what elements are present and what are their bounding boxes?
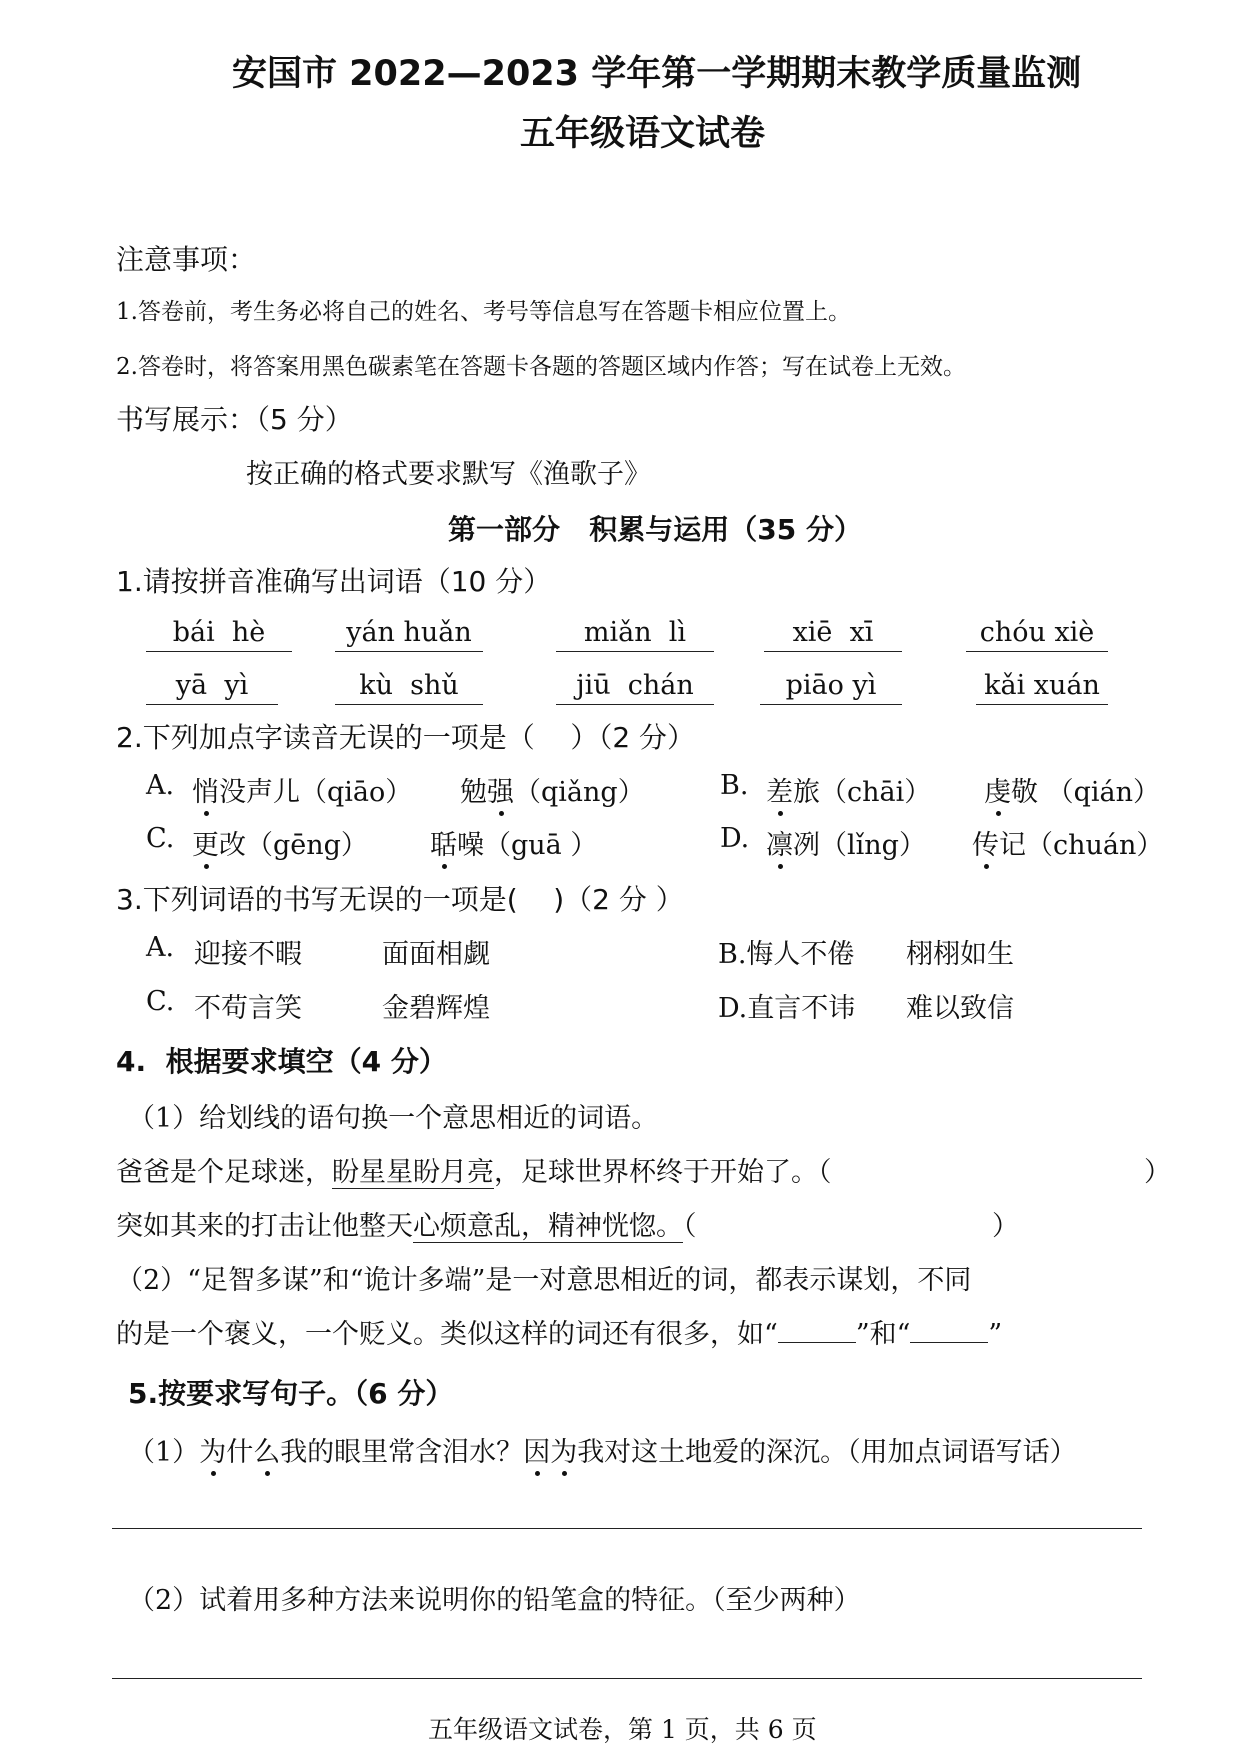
q2-a2-pre: 勉 [460, 777, 487, 808]
exam-title: 安国市 2022—2023 学年第一学期期末教学质量监测 [232, 54, 1082, 94]
q2-option-b-2 [984, 770, 1160, 809]
q4-sub2-end: ” [988, 1319, 1003, 1350]
q3-option-c-1: 不苟言笑 [194, 993, 302, 1024]
notice-item-1: 1.答卷前，考生务必将自己的姓名、考号等信息写在答题卡相应位置上。 [116, 299, 851, 325]
q2-option-c-1 [192, 823, 368, 862]
notice-item-2: 2.答卷时，将答案用黑色碳素笔在答题卡各题的答题区域内作答；写在试卷上无效。 [116, 354, 966, 380]
q2-option-d-2 [972, 823, 1163, 862]
dotted-char: 因 [523, 1437, 551, 1468]
answer-line[interactable] [112, 1528, 1142, 1529]
q4-s2-answer-close: ） [992, 1211, 1019, 1242]
q4-s2-pre: 突如其来的打击让他整天 [116, 1211, 413, 1242]
pinyin-item: miǎn lì [556, 617, 714, 652]
q2-title: 2.下列加点字读音无误的一项是（ ）（2 分） [116, 721, 696, 754]
q4-s1-answer-close: ） [1144, 1157, 1171, 1188]
dotted-char: 悄 [192, 777, 219, 808]
q2-option-a-1 [192, 770, 412, 809]
q1-title: 1.请按拼音准确写出词语（10 分） [116, 565, 552, 598]
dotted-char: 传 [972, 830, 999, 861]
q4-s1-post: ，足球世界杯终于开始了。（ [494, 1157, 832, 1188]
q4-title: 4. 根据要求填空（4 分） [116, 1045, 447, 1078]
q5-sub1-text: 我对这土地爱的深沉。（用加点词语写话） [577, 1437, 1077, 1468]
pinyin-item: kǎi xuán [976, 670, 1108, 705]
q3-option-d-2: 难以致信 [906, 993, 1014, 1024]
pinyin-item: piāo yì [760, 670, 902, 705]
q2-option-b-label: B. [720, 770, 749, 801]
part1-heading: 第一部分 积累与运用（35 分） [448, 513, 862, 546]
pinyin-item: jiū chán [556, 670, 714, 705]
q4-sub1-instruction: （1）给划线的语句换一个意思相近的词语。 [128, 1103, 659, 1134]
pinyin-item: kù shǔ [335, 670, 483, 705]
q4-s2-post: （ [683, 1211, 697, 1242]
q3-option-b-1: B.悔人不倦 [718, 939, 855, 970]
writing-instruction: 按正确的格式要求默写《渔歌子》 [246, 459, 651, 490]
q4-s2-underlined: 心烦意乱，精神恍惚。 [413, 1211, 683, 1242]
q2-b1-rest: 旅（chāi） [793, 777, 932, 808]
pinyin-item: xiē xī [764, 617, 902, 652]
dotted-char: 虔 [984, 777, 1011, 808]
answer-line[interactable] [112, 1678, 1142, 1679]
pinyin-item: yán huǎn [335, 617, 483, 652]
q4-sentence-2 [116, 1204, 697, 1243]
q4-sub2-line1: （2）“足智多谋”和“诡计多端”是一对意思相近的词，都表示谋划，不同 [116, 1265, 972, 1296]
pinyin-item: yā yì [146, 670, 278, 705]
q2-c2-rest: 噪（guā ） [457, 830, 598, 861]
q5-sub1-text: 我的眼里常含泪水？ [280, 1437, 524, 1468]
q2-option-a-label: A. [146, 770, 175, 801]
q5-sub1-number: （1） [128, 1437, 200, 1468]
q2-option-c-label: C. [146, 823, 175, 854]
q2-a2-rest: （qiǎng） [514, 777, 645, 808]
dotted-char: 为 [550, 1437, 578, 1468]
notice-heading: 注意事项： [116, 243, 257, 276]
dotted-char: 更 [192, 830, 219, 861]
q3-option-a-1: 迎接不暇 [194, 939, 302, 970]
pinyin-item: chóu xiè [966, 617, 1108, 652]
q2-option-c-2 [430, 823, 597, 862]
q3-option-b-2: 栩栩如生 [906, 939, 1014, 970]
q2-a1-rest: 没声儿（qiāo） [219, 777, 413, 808]
q3-option-c-label: C. [146, 986, 175, 1017]
q4-sentence-1 [116, 1150, 832, 1189]
answer-blank[interactable] [778, 1320, 856, 1343]
dotted-char: 聒 [430, 830, 457, 861]
q3-option-a-2: 面面相觑 [382, 939, 490, 970]
q5-sub1 [128, 1430, 1077, 1469]
dotted-char: 为 [199, 1437, 227, 1468]
q2-d2-rest: 记（chuán） [999, 830, 1164, 861]
q4-sub2-text: 的是一个褒义，一个贬义。类似这样的词还有很多，如“ [116, 1319, 778, 1350]
answer-blank[interactable] [910, 1320, 988, 1343]
q3-option-d-1: D.直言不讳 [718, 993, 856, 1024]
q2-option-d-label: D. [720, 823, 750, 854]
q5-sub1-text: 什 [226, 1437, 254, 1468]
q2-option-d-1 [766, 823, 926, 862]
pinyin-item: bái hè [146, 617, 292, 652]
exam-subtitle: 五年级语文试卷 [520, 114, 766, 154]
q4-sub2-line2 [116, 1312, 1002, 1351]
q3-option-a-label: A. [146, 932, 175, 963]
q4-s1-underlined: 盼星星盼月亮 [332, 1157, 494, 1188]
q2-c1-rest: 改（gēng） [219, 830, 368, 861]
q5-sub2: （2）试着用多种方法来说明你的铅笔盒的特征。（至少两种） [128, 1585, 861, 1616]
q4-s1-pre: 爸爸是个足球迷， [116, 1157, 332, 1188]
dotted-char: 强 [487, 777, 514, 808]
dotted-char: 凛 [766, 830, 793, 861]
q2-d1-rest: 冽（lǐng） [793, 830, 926, 861]
q4-sub2-mid: ”和“ [855, 1319, 911, 1350]
q3-option-c-2: 金碧辉煌 [382, 993, 490, 1024]
q2-option-a-2 [460, 770, 645, 809]
q2-b2-rest: 敬 （qián） [1011, 777, 1160, 808]
dotted-char: 么 [253, 1437, 281, 1468]
page-footer: 五年级语文试卷，第 1 页，共 6 页 [428, 1715, 817, 1744]
q5-title: 5.按要求写句子。（6 分） [128, 1377, 454, 1410]
dotted-char: 差 [766, 777, 793, 808]
q3-title: 3.下列词语的书写无误的一项是( )（2 分 ） [116, 883, 684, 916]
q2-option-b-1 [766, 770, 931, 809]
writing-heading: 书写展示：（5 分） [116, 403, 353, 436]
